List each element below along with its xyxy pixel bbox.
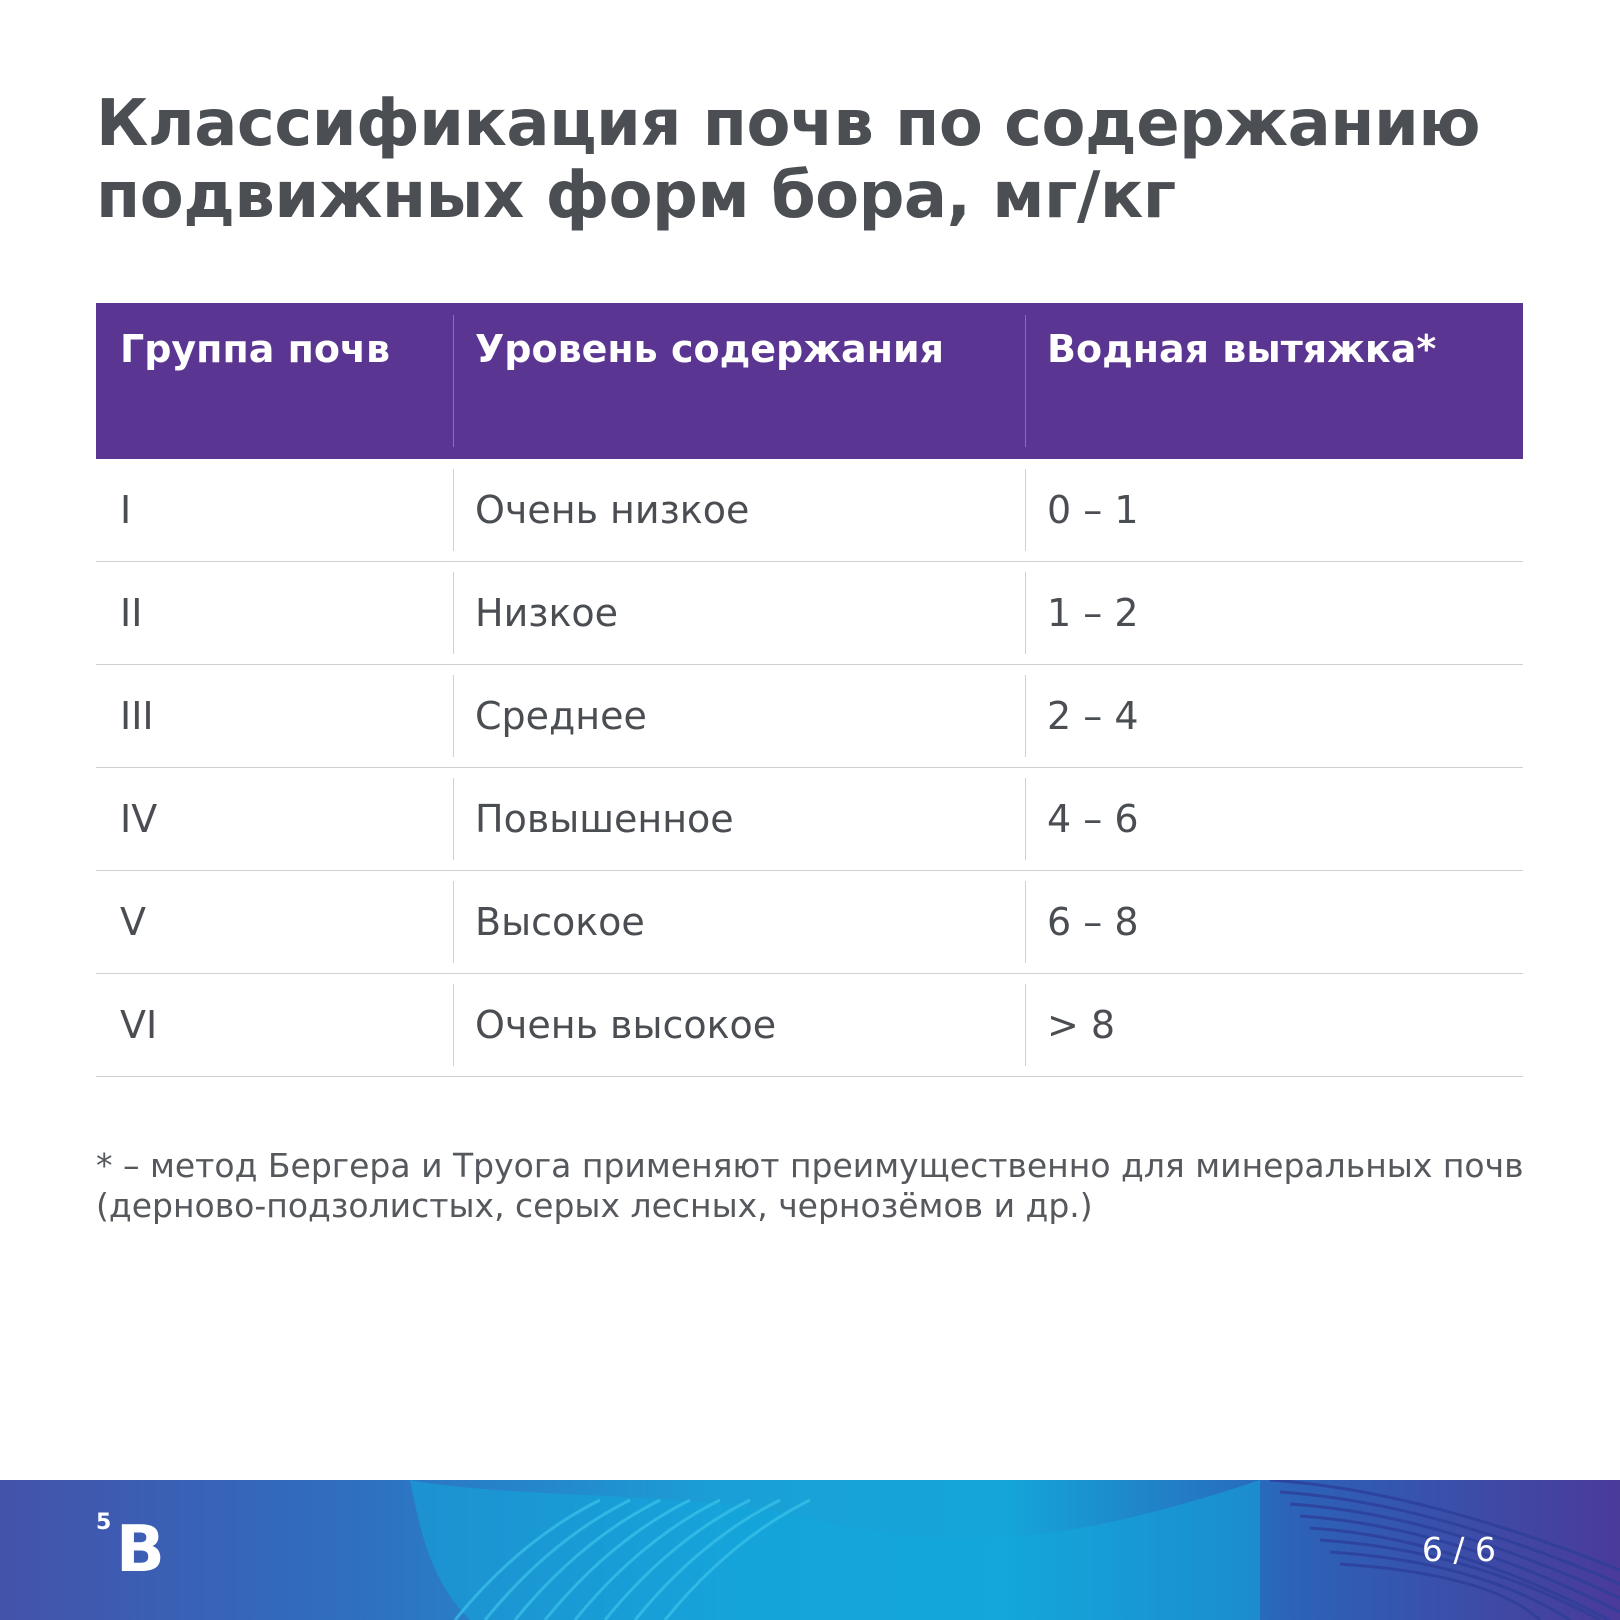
cell-level: Очень высокое — [453, 974, 1025, 1076]
footer-wave-decoration — [0, 1480, 1620, 1620]
cell-group: III — [120, 694, 154, 738]
cell-group: II — [120, 591, 143, 635]
cell-value: 6 – 8 — [1025, 871, 1523, 973]
cell-value: 2 – 4 — [1025, 665, 1523, 767]
cell-level: Повышенное — [453, 768, 1025, 870]
boron-classification-table — [96, 303, 1523, 1077]
table-row — [96, 665, 1523, 768]
cell-group: VI — [120, 1003, 158, 1047]
header-water-extract: Водная вытяжка* — [1025, 303, 1523, 459]
cell-level: Низкое — [453, 562, 1025, 664]
header-soil-group: Группа почв — [120, 327, 391, 371]
cell-level: Высокое — [453, 871, 1025, 973]
page-indicator: 6 / 6 — [1421, 1530, 1496, 1569]
cell-value: > 8 — [1025, 974, 1523, 1076]
header-content-level: Уровень содержания — [453, 303, 1025, 459]
logo-superscript: 5 — [96, 1510, 112, 1535]
table-row — [96, 871, 1523, 974]
cell-group: I — [120, 488, 132, 532]
page-title: Классификация почв по содержанию подвижных форм бора, мг/кг — [96, 87, 1481, 233]
cell-group: IV — [120, 797, 158, 841]
cell-value: 1 – 2 — [1025, 562, 1523, 664]
table-row — [96, 562, 1523, 665]
cell-level: Среднее — [453, 665, 1025, 767]
table-row — [96, 459, 1523, 562]
logo-letter: B — [116, 1513, 165, 1587]
footnote: * – метод Бергера и Труога применяют преимущественно для минеральных почв (дерново-подзолистых, серых лесных, чернозёмов и др.) — [96, 1146, 1524, 1225]
cell-group: V — [120, 900, 146, 944]
cell-level: Очень низкое — [453, 459, 1025, 561]
table-row — [96, 768, 1523, 871]
cell-value: 4 – 6 — [1025, 768, 1523, 870]
table-row — [96, 974, 1523, 1077]
brand-logo — [96, 1504, 176, 1587]
table-header-row — [96, 303, 1523, 459]
cell-value: 0 – 1 — [1025, 459, 1523, 561]
footer-banner — [0, 1480, 1620, 1620]
